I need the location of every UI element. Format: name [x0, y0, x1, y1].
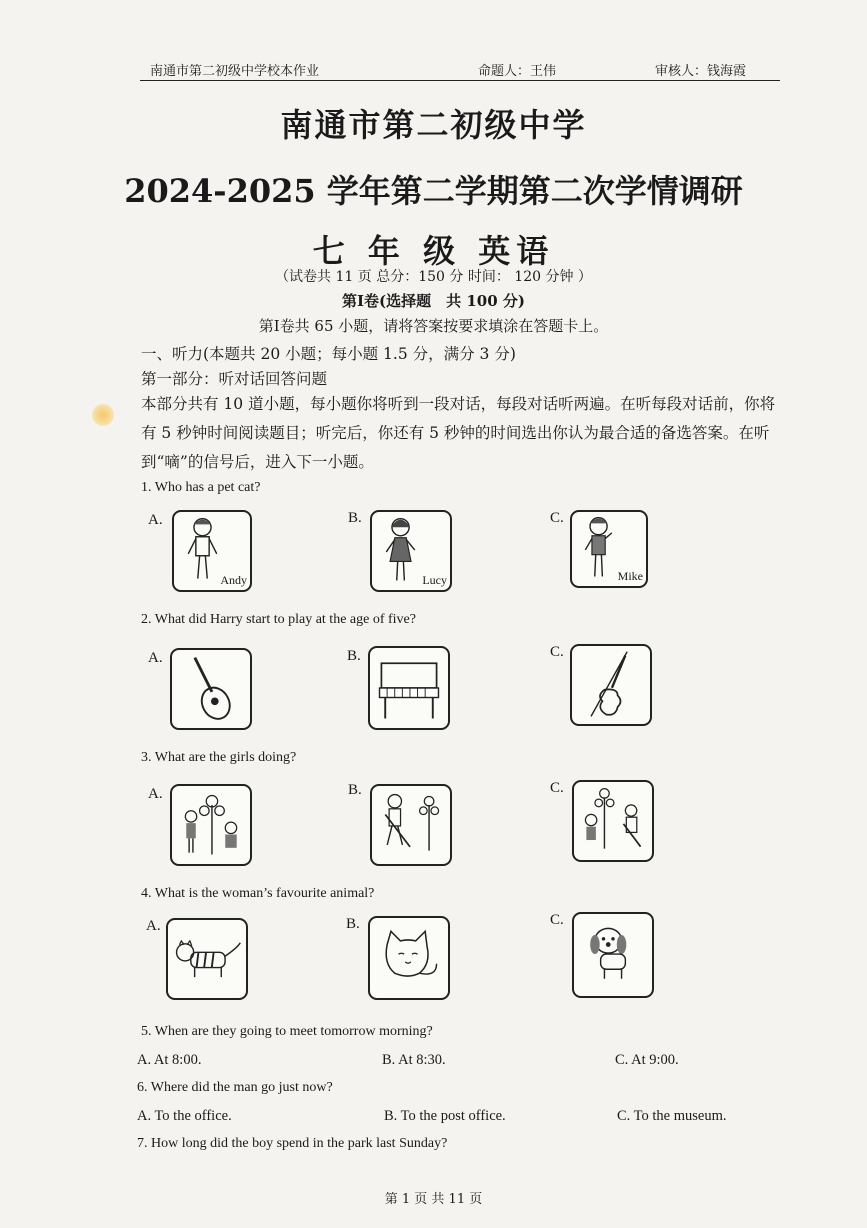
- q3-option-c-image[interactable]: [572, 780, 654, 862]
- q2-option-a-image[interactable]: [170, 648, 252, 730]
- q1-option-c-image[interactable]: [570, 510, 648, 588]
- question-3: 3. What are the girls doing?: [141, 750, 297, 765]
- subject-title: 七 年 级 英语: [312, 232, 555, 270]
- question-6: 6. Where did the man go just now?: [137, 1080, 333, 1095]
- section-heading: 一、听力(本题共 20 小题；每小题 1.5 分，满分 3 分): [141, 345, 516, 363]
- q5-option-a[interactable]: A. At 8:00.: [137, 1052, 202, 1068]
- q2-option-b-image[interactable]: [368, 646, 450, 730]
- exam-title: 2024-2025 学年第二学期第二次学情调研: [124, 172, 743, 210]
- q1-name-mike: Mike: [617, 569, 643, 583]
- cat-icon: [370, 918, 448, 998]
- q6-option-a[interactable]: A. To the office.: [137, 1108, 232, 1124]
- exam-info: （试卷共 11 页 总分：150 分 时间： 120 分钟 ）: [275, 269, 592, 285]
- volume-instruction: 第Ⅰ卷共 65 小题，请将答案按要求填涂在答题卡上。: [258, 317, 609, 335]
- question-2: 2. What did Harry start to play at the age of five?: [141, 612, 416, 627]
- q1-option-a-label[interactable]: A.: [148, 512, 163, 528]
- q1-name-andy: Andy: [220, 573, 247, 587]
- q3-option-a-label[interactable]: A.: [148, 786, 163, 802]
- q4-option-b-image[interactable]: [368, 916, 450, 1000]
- tiger-icon: [168, 920, 246, 998]
- q4-option-c-label[interactable]: C.: [550, 912, 564, 928]
- q3-option-b-label[interactable]: B.: [348, 782, 362, 798]
- header-left: 南通市第二初级中学校本作业: [150, 63, 320, 78]
- digging-icon: [372, 786, 450, 864]
- question-5: 5. When are they going to meet tomorrow morning?: [141, 1024, 433, 1039]
- question-1: 1. Who has a pet cat?: [141, 480, 261, 495]
- q4-option-c-image[interactable]: [572, 912, 654, 998]
- volume-title: 第Ⅰ卷(选择题 共 100 分): [342, 292, 525, 310]
- school-title: 南通市第二初级中学: [280, 106, 587, 144]
- q3-option-c-label[interactable]: C.: [550, 780, 564, 796]
- q5-option-c[interactable]: C. At 9:00.: [615, 1052, 679, 1068]
- q4-option-a-label[interactable]: A.: [146, 918, 161, 934]
- q1-name-lucy: Lucy: [422, 573, 447, 587]
- watering-tree-icon: [172, 786, 250, 864]
- q1-option-b-image[interactable]: [370, 510, 452, 592]
- header-author: 命题人：王伟: [478, 63, 557, 78]
- q1-option-b-label[interactable]: B.: [348, 510, 362, 526]
- part-description: 本部分共有 10 道小题，每小题你将听到一段对话，每段对话听两遍。在听每段对话前，你将有 5 秒钟时间阅读题目；听完后，你还有 5 秒钟的时间选出你认为最合适的备选答案。在听到“嘀”的信号后，进入下一小题。: [141, 395, 776, 471]
- q5-option-b[interactable]: B. At 8:30.: [382, 1052, 446, 1068]
- q2-option-a-label[interactable]: A.: [148, 650, 163, 666]
- q1-option-a-image[interactable]: [172, 510, 252, 592]
- stain-mark: [92, 404, 114, 426]
- q1-option-c-label[interactable]: C.: [550, 510, 564, 526]
- question-4: 4. What is the woman’s favourite animal?: [141, 886, 375, 901]
- q6-option-c[interactable]: C. To the museum.: [617, 1108, 727, 1124]
- q3-option-b-image[interactable]: [370, 784, 452, 866]
- q6-option-b[interactable]: B. To the post office.: [384, 1108, 506, 1124]
- page-footer: 第 1 页 共 11 页: [384, 1192, 483, 1207]
- part-heading: 第一部分：听对话回答问题: [141, 370, 328, 388]
- header-reviewer: 审核人：钱海霞: [655, 63, 747, 78]
- dog-icon: [574, 914, 652, 996]
- question-7: 7. How long did the boy spend in the park last Sunday?: [137, 1136, 448, 1151]
- q4-option-a-image[interactable]: [166, 918, 248, 1000]
- q2-option-c-label[interactable]: C.: [550, 644, 564, 660]
- piano-icon: [370, 648, 448, 728]
- planting-tree-icon: [574, 782, 652, 860]
- q2-option-c-image[interactable]: [570, 644, 652, 726]
- header-rule: [140, 80, 780, 81]
- q2-option-b-label[interactable]: B.: [347, 648, 361, 664]
- violin-icon: [572, 646, 650, 724]
- q4-option-b-label[interactable]: B.: [346, 916, 360, 932]
- q3-option-a-image[interactable]: [170, 784, 252, 866]
- guitar-icon: [172, 650, 250, 728]
